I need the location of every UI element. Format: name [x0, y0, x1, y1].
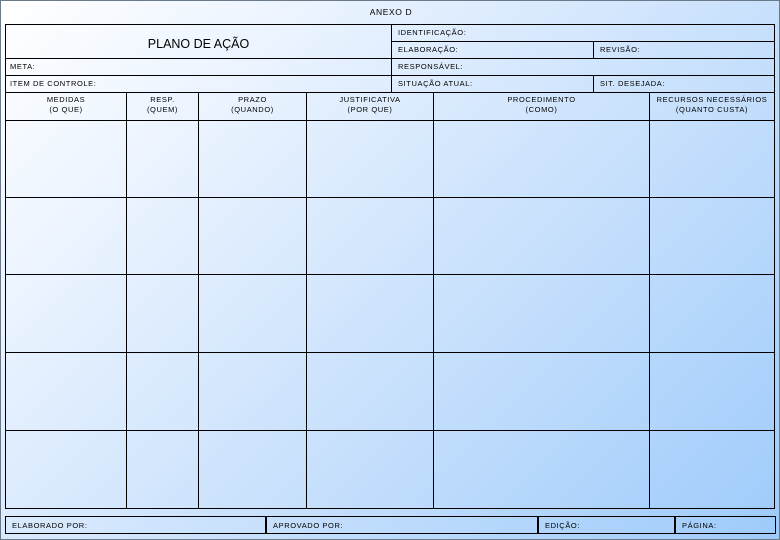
field-revisao[interactable] — [593, 41, 775, 59]
column-header-line2: (O QUE) — [49, 105, 83, 114]
column-header-line1: PRAZO — [238, 95, 267, 104]
footer-edicao-label: EDIÇÃO: — [545, 521, 581, 530]
table-row-divider — [6, 352, 774, 353]
table-column-divider — [198, 120, 199, 508]
field-situacao-atual-label: SITUAÇÃO ATUAL: — [398, 79, 473, 88]
field-situacao-atual[interactable] — [391, 75, 594, 93]
footer-elaborado-label: ELABORADO POR: — [12, 521, 88, 530]
column-header-line2: (QUEM) — [146, 105, 179, 114]
field-item-controle-label: ITEM DE CONTROLE: — [10, 79, 97, 88]
table-column-divider — [126, 120, 127, 508]
table-header-divider — [6, 120, 774, 121]
footer-elaborado-por[interactable] — [5, 516, 266, 534]
field-sit-desejada-label: SIT. DESEJADA: — [600, 79, 666, 88]
table-row-divider — [6, 274, 774, 275]
column-header-procedimento — [434, 93, 650, 121]
table-row-divider — [6, 197, 774, 198]
column-header-line1: JUSTIFICATIVA — [339, 95, 401, 104]
column-header-line1: RECURSOS NECESSÁRIOS — [656, 95, 768, 104]
table-column-divider — [306, 120, 307, 508]
table-column-divider — [433, 120, 434, 508]
column-header-medidas — [6, 93, 127, 121]
column-header-line2: (QUANTO CUSTA) — [675, 105, 749, 114]
field-identificacao[interactable] — [391, 24, 775, 42]
column-header-line1: PROCEDIMENTO — [507, 95, 576, 104]
column-header-justificativa — [307, 93, 434, 121]
field-sit-desejada[interactable] — [593, 75, 775, 93]
column-header-prazo — [199, 93, 307, 121]
page-title: PLANO DE AÇÃO — [147, 37, 250, 51]
field-elaboracao[interactable] — [391, 41, 594, 59]
column-header-line2: (POR QUE) — [347, 105, 393, 114]
field-meta[interactable] — [5, 58, 392, 76]
action-table — [5, 92, 775, 509]
column-header-line2: (QUANDO) — [231, 105, 274, 114]
table-column-divider — [649, 120, 650, 508]
column-header-line2: (COMO) — [525, 105, 558, 114]
field-responsavel[interactable] — [391, 58, 775, 76]
field-responsavel-label: RESPONSÁVEL: — [398, 62, 464, 71]
annex-label: ANEXO D — [369, 7, 413, 17]
column-header-recursos — [650, 93, 774, 121]
field-meta-label: META: — [10, 62, 36, 71]
footer-pagina[interactable] — [675, 516, 776, 534]
field-revisao-label: REVISÃO: — [600, 45, 641, 54]
field-item-controle[interactable] — [5, 75, 392, 93]
column-header-line1: RESP. — [150, 95, 175, 104]
column-header-line1: MEDIDAS — [46, 95, 86, 104]
table-row-divider — [6, 430, 774, 431]
footer-aprovado-por[interactable] — [266, 516, 538, 534]
footer-edicao[interactable] — [538, 516, 675, 534]
column-header-resp — [127, 93, 199, 121]
footer-pagina-label: PÁGINA: — [682, 521, 717, 530]
title-box — [5, 24, 392, 59]
footer-aprovado-label: APROVADO POR: — [273, 521, 344, 530]
field-identificacao-label: IDENTIFICAÇÃO: — [398, 28, 467, 37]
field-elaboracao-label: ELABORAÇÃO: — [398, 45, 459, 54]
